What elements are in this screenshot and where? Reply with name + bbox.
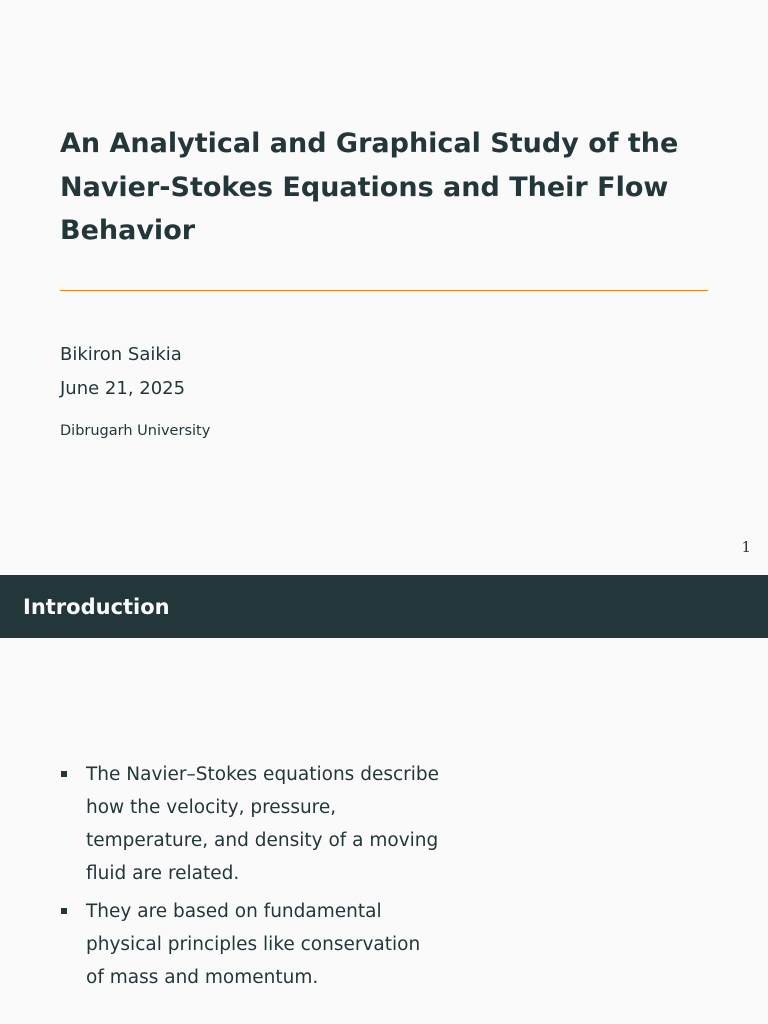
presentation-date: June 21, 2025	[60, 378, 186, 399]
bullet-text: They are based on fundamental physical principles like conservation of mass and momentum.	[86, 901, 421, 988]
presentation-title: An Analytical and Graphical Study of the Navier-Stokes Equations and Their Flow Behavior	[60, 128, 679, 246]
institute-name: Dibrugarh University	[60, 423, 211, 439]
content-slide	[0, 638, 768, 1024]
title-divider	[60, 290, 708, 291]
frame-title: Introduction	[23, 595, 170, 619]
bullet-list	[60, 758, 440, 999]
square-bullet-icon	[61, 908, 67, 914]
bullet-item	[60, 758, 440, 890]
bullet-text: The Navier–Stokes equations describe how the velocity, pressure, temperature, and density of a moving fluid are related.	[86, 764, 440, 884]
page-number: 1	[741, 538, 751, 556]
frame-title-bar	[0, 575, 768, 638]
bullet-item	[60, 895, 440, 994]
author-name: Bikiron Saikia	[60, 344, 182, 365]
square-bullet-icon	[61, 771, 67, 777]
